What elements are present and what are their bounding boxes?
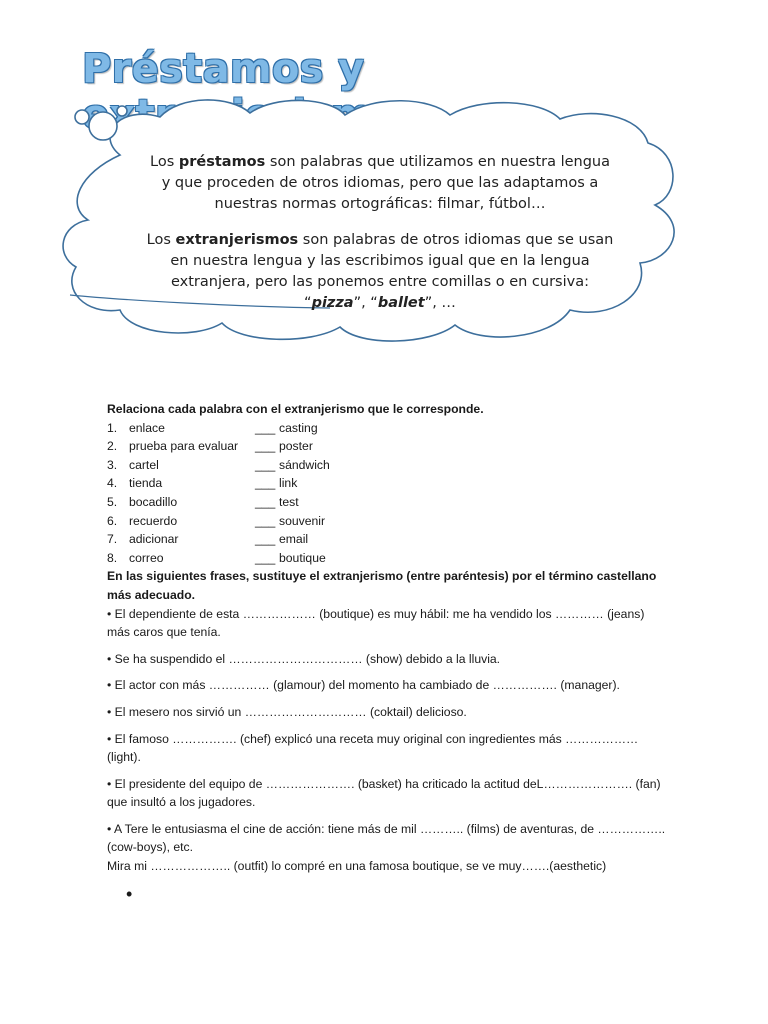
answer-blank[interactable]: ___: [255, 439, 276, 454]
answer-blank[interactable]: ___: [255, 476, 276, 491]
matching-list: [107, 419, 667, 568]
definition-extranjerismos: Los extranjerismos son palabras de otros idiomas que se usan en nuestra lengua y las escribimos igual que en la lengua extranjera, pero las ponemos entre comillas o en cursiva: “pizza”, “ballet”, …: [146, 232, 614, 311]
answer-blank[interactable]: ___: [255, 550, 276, 565]
sentence-item: • A Tere le entusiasma el cine de acción: tiene más de mil ……….. (films) de aventuras, de …………….. (cow-boys), etc.: [107, 821, 666, 855]
match-row: 5. bocadillo ___ test: [107, 493, 667, 512]
sentence-item: • Se ha suspendido el …………………………… (show) debido a la lluvia.: [107, 651, 501, 666]
sentence-item: • El dependiente de esta ……………… (boutique) es muy hábil: me ha vendido los ………… (jeans) más caros que tenía.: [107, 606, 645, 640]
match-row: 3. cartel ___ sándwich: [107, 456, 667, 475]
definition-prestamos: Los préstamos son palabras que utilizamos en nuestra lengua y que proceden de otros idiomas, pero que las adaptamos a nuestras normas ortográficas: filmar, fútbol…: [150, 154, 611, 212]
match-row: 6. recuerdo ___ souvenir: [107, 512, 667, 531]
answer-blank[interactable]: ___: [255, 420, 276, 435]
answer-blank[interactable]: ___: [255, 494, 276, 509]
answer-blank[interactable]: ___: [255, 532, 276, 547]
empty-bullet: •: [126, 884, 133, 904]
exercise2-heading: En las siguientes frases, sustituye el extranjerismo (entre paréntesis) por el término castellano más adecuado.: [107, 569, 657, 602]
page-title: Préstamos y: [82, 46, 365, 92]
exercise-area: [107, 400, 667, 876]
sentence-item: • El mesero nos sirvió un ………………………… (coktail) delicioso.: [107, 704, 467, 719]
match-row: 2. prueba para evaluar ___ poster: [107, 437, 667, 456]
sentence-item: • El actor con más …………… (glamour) del momento ha cambiado de ……………. (manager).: [107, 678, 620, 693]
match-row: 7. adicionar ___ email: [107, 530, 667, 549]
exercise1-heading: Relaciona cada palabra con el extranjerismo que le corresponde.: [107, 402, 484, 416]
sentence-item: • El presidente del equipo de …………………. (basket) ha criticado la actitud deL…………………. (fan) que insultó a los jugadores.: [107, 776, 661, 810]
sentence-item: • El famoso ……………. (chef) explicó una receta muy original con ingredientes más ………………(light).: [107, 731, 639, 765]
extra-sentence: Mira mi ……………….. (outfit) lo compré en una famosa boutique, se ve muy…….(aesthetic): [107, 859, 607, 874]
answer-blank[interactable]: ___: [255, 513, 276, 528]
match-row: 4. tienda ___ link: [107, 474, 667, 493]
answer-blank[interactable]: ___: [255, 457, 276, 472]
match-row: 8. correo ___ boutique: [107, 549, 667, 568]
match-row: 1. enlace ___ casting: [107, 419, 667, 438]
